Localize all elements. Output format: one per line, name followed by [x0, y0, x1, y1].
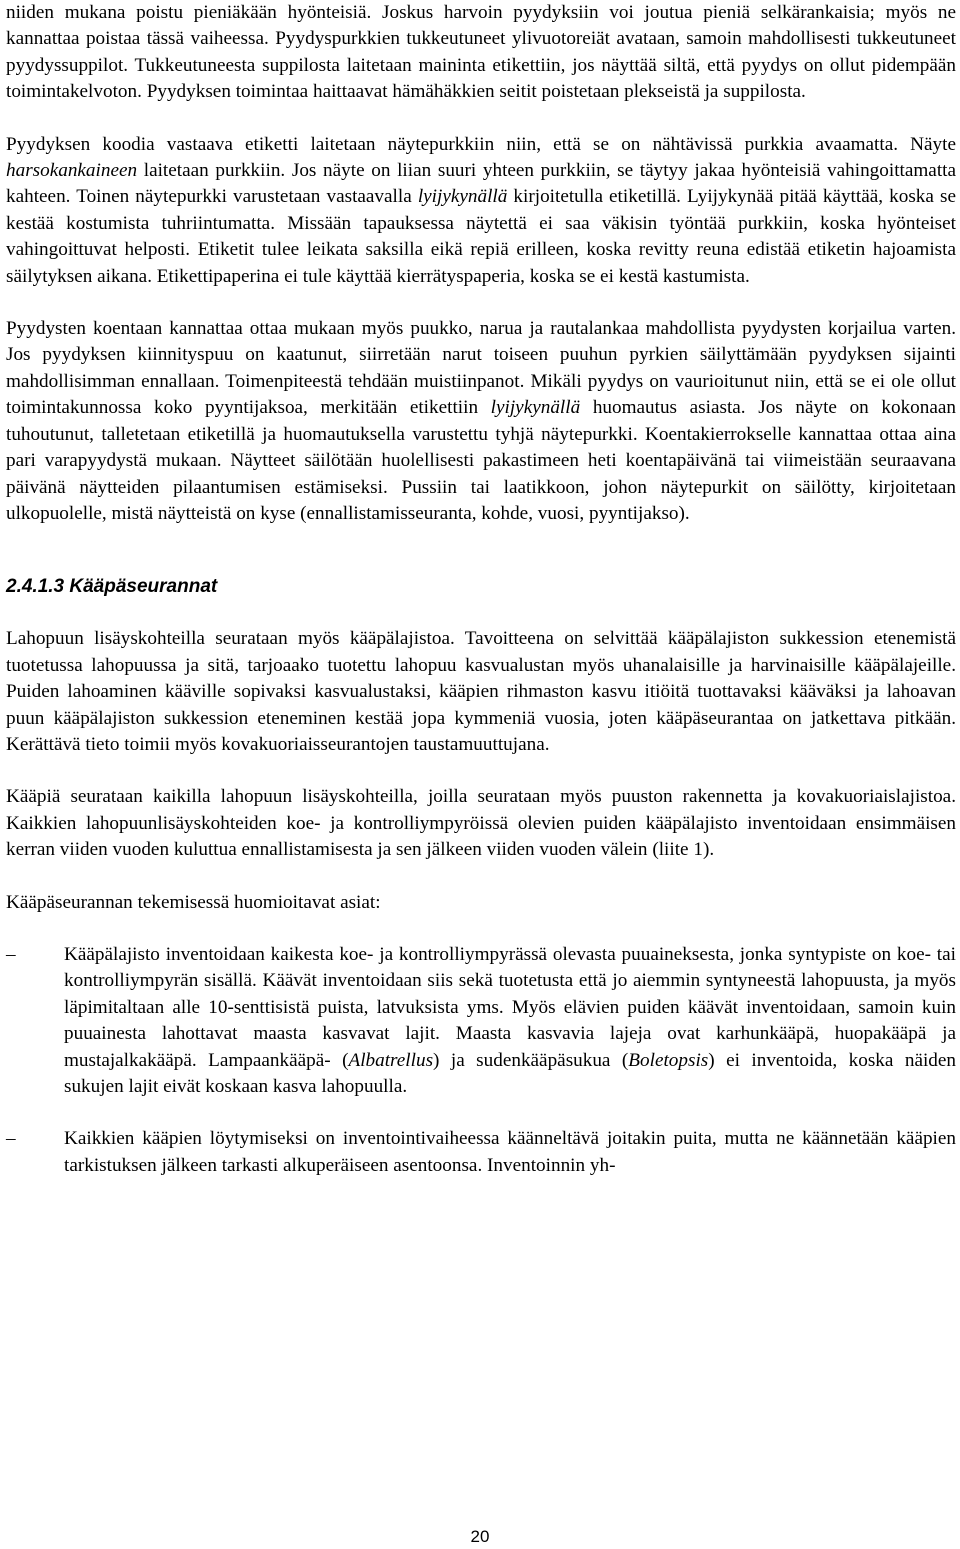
list-item: – Kaikkien kääpien löytymiseksi on inventointivaiheessa käänneltävä joitakin puita, mutta ne käännetään kääpien tarkistuksen jälkeen tarkasti alkuperäiseen asentoonsa. Inventoinnin yh-	[6, 1128, 956, 1176]
paragraph-list-intro: Kääpäseurannan tekemisessä huomioitavat asiat:	[6, 891, 381, 913]
paragraph-polypore-sites: Kääpiä seurataan kaikilla lahopuun lisäyskohteilla, joilla seurataan myös puuston rakennetta ja kovakuoriaislajistoa. Kaikkien lahopuunlisäyskohteiden koe- ja kontrolliympyröissä olevien puiden kääpälajisto inventoidaan ensimmäisen kerran viiden vuoden kuluttua ennallistamisesta ja sen jälkeen viiden vuoden välein (liite 1).	[6, 786, 956, 861]
section-heading: 2.4.1.3 Kääpäseurannat	[6, 576, 218, 598]
emphasis-lyijykynalla-2: lyijykynällä	[490, 397, 581, 419]
considerations-list	[6, 942, 956, 1179]
dash-bullet: –	[6, 1128, 16, 1150]
paragraph-trap-cleaning: niiden mukana poistu pieniäkään hyönteisiä. Joskus harvoin pyydyksiin voi joutua pieniä selkärankaisia; myös ne kannattaa poistaa tässä vaiheessa. Pyydyspurkkien tukkeutuneet ylivuotoreiät avataan, samoin mahdollisesti tukkeutuneet pyydyssuppilot. Tukkeutuneesta suppilosta laitetaan maininta etikettiin, jos näyttää siltä, että pyydys on ollut pidempään toimintakelvoton. Pyydyksen toimintaa haittaavat hämähäkkien seitit poistetaan plekseistä ja suppilosta.	[6, 2, 956, 103]
paragraph-trap-maintenance: Pyydysten koentaan kannattaa ottaa mukaan myös puukko, narua ja rautalankaa mahdollista pyydysten korjailua varten. Jos pyydyksen kiinnityspuu on kaatunut, siirretään narut toiseen puuhun pyrkien säilyttämään pyydyksen sijainti mahdollisimman ennallaan. Toimenpiteestä tehdään muistiinpanot. Mikäli pyydys on vaurioitunut niin, että se ei ole ollut toimintakunnossa koko pyyntijaksoa, merkitään etikettiin lyijykynällä huomautus asiasta. Jos näyte on kokonaan tuhoutunut, talletetaan etiketillä ja huomautuksella varustettu tyhjä näytepurkki. Koentakierrokselle kannattaa ottaa aina pari varapyydystä mukaan. Näytteet säilötään huolellisesti pakastimeen heti koentapäivänä tai viimeistään seuraavana päivänä näytteiden pilaantumisen estämiseksi. Pussiin tai laatikkoon, johon näytepurkit on säilötty, kirjoitetaan ulkopuolelle, mistä näytteistä on kyse (ennallistamisseuranta, kohde, vuosi, pyyntijakso).	[6, 318, 956, 524]
emphasis-boletopsis: Boletopsis	[628, 1049, 709, 1071]
emphasis-lyijykynalla: lyijykynällä	[417, 186, 508, 208]
list-item: – Kääpälajisto inventoidaan kaikesta koe- ja kontrolliympyrässä olevasta puuaineksesta, jonka syntypiste on koe- tai kontrolliympyrän sisällä. Käävät inventoidaan siis sekä tuotetusta että jo aiemmin syntyneestä lahopuusta, ja myös läpimitaltaan alle 10-senttisistä puista, latvuksista yms. Myös elävien puiden käävät inventoidaan, samoin kuin puuainesta lahottavat maasta kasvavat lajit. Maasta kasvavia lajeja ovat karhunkääpä, huopakääpä ja mustajalkakääpä. Lampaankääpä- (Albatrellus) ja sudenkääpäsukua (Boletopsis) ei inventoida, koska näiden sukujen lajit eivät koskaan kasva lahopuulla.	[6, 943, 956, 1097]
dash-bullet: –	[6, 943, 16, 965]
emphasis-albatrellus: Albatrellus	[348, 1049, 434, 1071]
page-number: 20	[470, 1527, 490, 1546]
emphasis-harsokankaineen: harsokankaineen	[6, 160, 138, 182]
document-page	[6, 0, 956, 1179]
paragraph-sample-labeling: Pyydyksen koodia vastaava etiketti laitetaan näytepurkkiin niin, että se on nähtävissä purkkia avaamatta. Näyte harsokankaineen laitetaan purkkiin. Jos näyte on liian suuri yhteen purkkiin, se täytyy jakaa hyönteisiä vahingoittamatta kahteen. Toinen näytepurkki varustetaan vastaavalla lyijykynällä kirjoitetulla etiketillä. Lyijykynää pitää käyttää, koska se kestää kostumista tuhriintumatta. Missään tapauksessa näytettä ei saa väkisin työntää purkkiin, koska hyönteiset vahingoittuvat helposti. Etiketit tulee leikata saksilla eikä repiä erilleen, koska revitty reuna edistää etiketin hajoamista säilytyksen aikana. Etikettipaperina ei tule käyttää kierrätyspaperia, koska se ei kestä kastumista.	[6, 133, 956, 287]
paragraph-polypore-intro: Lahopuun lisäyskohteilla seurataan myös kääpälajistoa. Tavoitteena on selvittää kääpälajiston sukkession etenemistä tuotetussa lahopuussa ja sitä, tarjoaako tuotettu lahopuu kasvualustan myös uhanalaisille ja harvinaisille kääpälajeille. Puiden lahoaminen kääville sopivaksi kasvualustaksi, kääpien rihmaston kasvu itiöitä tuottavaksi kääväksi ja lahoavan puun kääpälajiston sukkession eteneminen kestää jopa kymmeniä vuosia, joten kääpäseurantaa on jatkettava pitkään. Kerättävä tieto toimii myös kovakuoriaisseurantojen taustamuuttujana.	[6, 628, 956, 755]
